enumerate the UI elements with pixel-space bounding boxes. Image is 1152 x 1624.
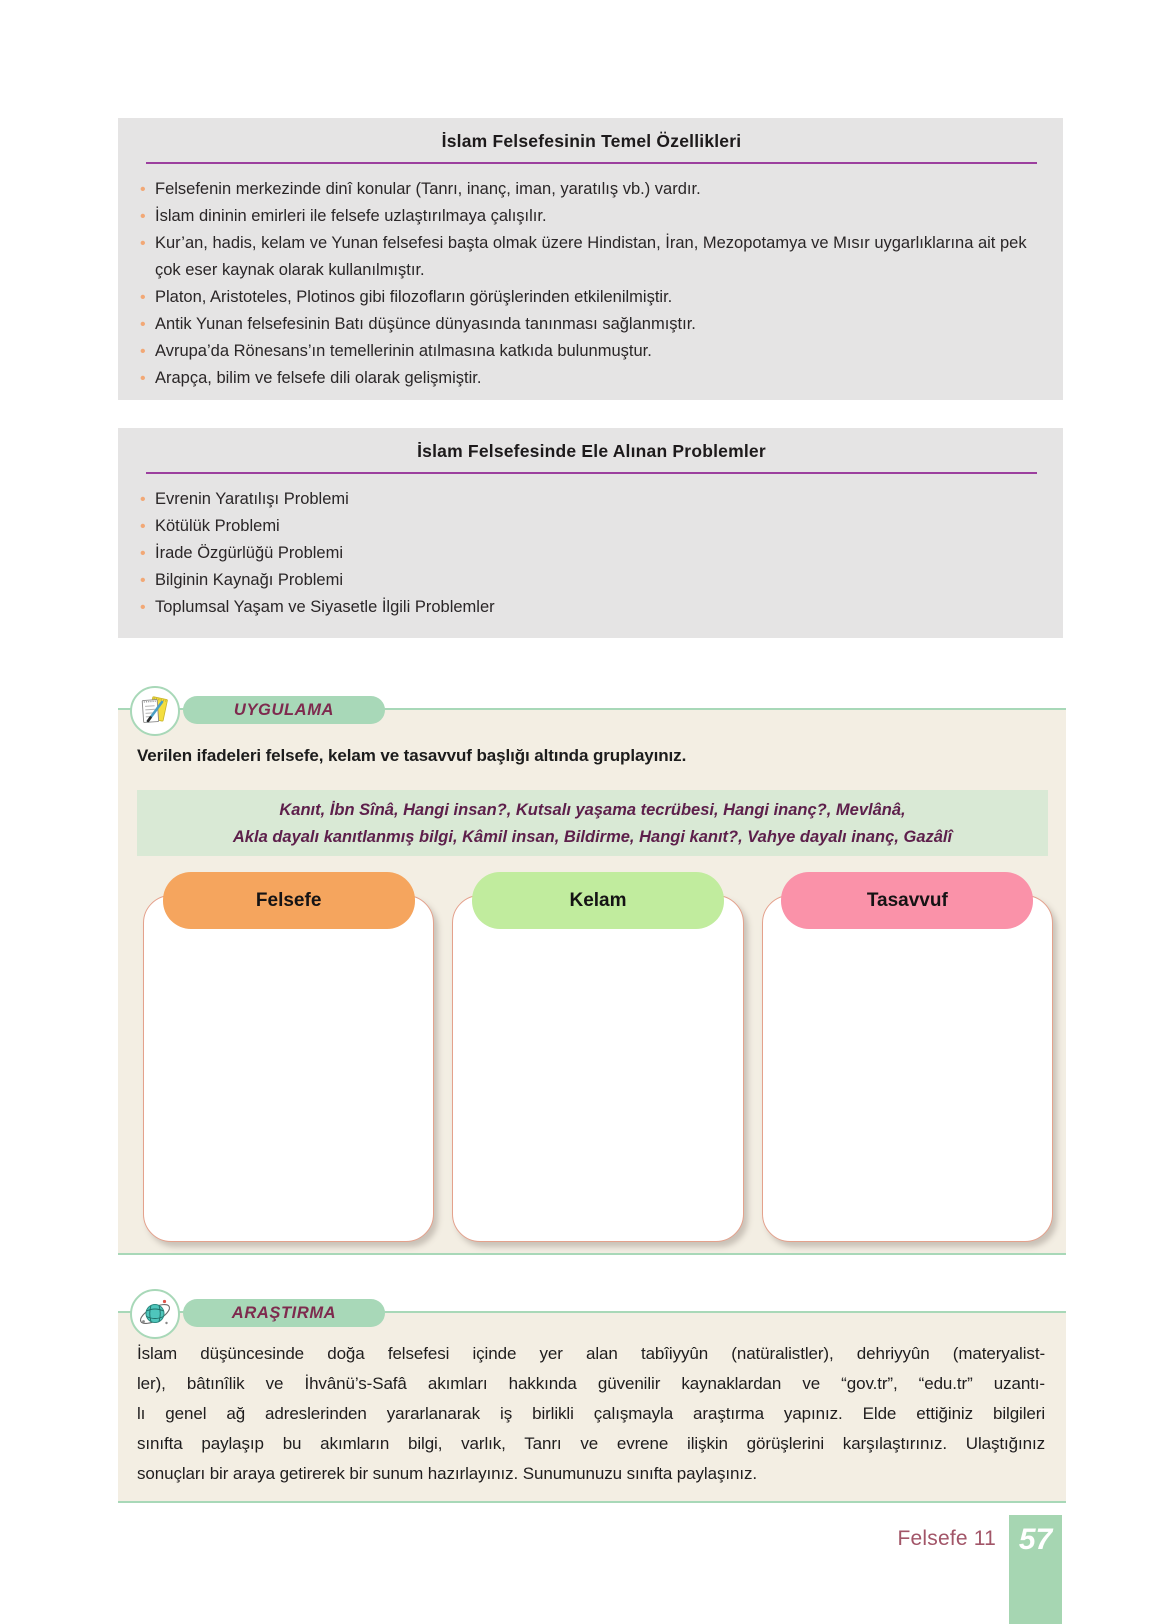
bullet-icon: • (140, 208, 146, 225)
list-item (140, 338, 1043, 365)
section-title: İslam Felsefesinin Temel Özellikleri (441, 131, 742, 151)
globe-orbit-icon (130, 1289, 180, 1339)
research-line: sonuçları bir araya getirerek bir sunum hazırlayınız. Sunumunuzu sınıfta paylaşınız. (137, 1464, 757, 1483)
bullet-icon: • (140, 491, 146, 508)
list-item (140, 486, 1043, 513)
category-answer-box[interactable] (762, 895, 1053, 1242)
bullet-icon: • (140, 545, 146, 562)
bullet-list (140, 176, 1043, 392)
list-item (140, 513, 1043, 540)
category-column (143, 889, 434, 1263)
list-item (140, 365, 1043, 392)
bullet-icon: • (140, 572, 146, 589)
list-item-text: Arapça, bilim ve felsefe dili olarak gelişmiştir. (155, 369, 482, 387)
list-item-text: Evrenin Yaratılışı Problemi (155, 490, 349, 508)
terms-box (137, 790, 1048, 856)
bullet-icon: • (140, 181, 146, 198)
list-item (140, 540, 1043, 567)
bullet-icon: • (140, 518, 146, 535)
list-item (140, 230, 1043, 284)
terms-line-2: Akla dayalı kanıtlanmış bilgi, Kâmil insan, Bildirme, Hangi kanıt?, Vahye dayalı inanç, Gazâlî (232, 828, 953, 846)
bullet-list (140, 486, 1043, 621)
list-item (140, 567, 1043, 594)
list-item-text: Kötülük Problemi (155, 517, 280, 535)
section-islam-felsefesi-problemler (118, 428, 1063, 638)
list-item-text: Felsefenin merkezinde dinî konular (Tanrı, inanç, iman, yaratılış vb.) vardır. (155, 180, 701, 198)
category-columns (143, 889, 1053, 1263)
category-answer-box[interactable] (143, 895, 434, 1242)
research-line: İslam düşüncesinde doğa felsefesi içinde yer alan tabîiyyûn (natüralistler), dehriyyûn (materyalist- (137, 1344, 1045, 1363)
list-item (140, 594, 1043, 621)
uygulama-panel (118, 700, 1066, 1255)
list-item-text: İslam dininin emirleri ile felsefe uzlaştırılmaya çalışılır. (155, 207, 547, 225)
title-divider (146, 472, 1037, 474)
list-item-text: İrade Özgürlüğü Problemi (155, 544, 344, 562)
arastirma-badge: ARAŞTIRMA (183, 1299, 385, 1327)
research-line: lı genel ağ adreslerinden yararlanarak iş birlikli çalışmayla araştırma yapınız. Elde ettiğiniz bilgileri (137, 1404, 1045, 1423)
title-divider (146, 162, 1037, 164)
bullet-icon: • (140, 289, 146, 306)
bullet-icon: • (140, 599, 146, 616)
list-item-text: Bilginin Kaynağı Problemi (155, 571, 344, 589)
list-item (140, 203, 1043, 230)
research-line: ler), bâtınîlik ve İhvânü’s-Safâ akımları hakkında güvenilir kaynaklardan ve “gov.tr”, “edu.tr” uzantı- (137, 1374, 1045, 1393)
page-number-box (1009, 1515, 1062, 1624)
list-item (140, 284, 1043, 311)
list-item-text: Antik Yunan felsefesinin Batı düşünce dünyasında tanınması sağlanmıştır. (155, 315, 696, 333)
page-number: 57 (1018, 1523, 1053, 1556)
category-answer-box[interactable] (452, 895, 743, 1242)
bullet-icon: • (140, 316, 146, 333)
list-item-text: Platon, Aristoteles, Plotinos gibi filozofların görüşlerinden etkilenilmiştir. (155, 288, 673, 306)
arastirma-panel (118, 1303, 1066, 1503)
list-item-text: Kur’an, hadis, kelam ve Yunan felsefesi başta olmak üzere Hindistan, İran, Mezopotamya ve Mısır uygarlıklarına ait pek çok eser kaynak olarak kullanılmıştır. (155, 234, 1027, 279)
research-line: sınıfta paylaşıp bu akımların bilgi, varlık, Tanrı ve evrene ilişkin görüşlerini karşılaştırınız. Ulaştığınız (137, 1434, 1045, 1453)
bullet-icon: • (140, 235, 146, 252)
category-pill: Tasavvuf (781, 872, 1033, 929)
category-column (762, 889, 1053, 1263)
research-paragraph (137, 1339, 1045, 1489)
uygulama-badge: UYGULAMA (183, 696, 385, 724)
category-pill: Kelam (472, 872, 724, 929)
category-pill: Felsefe (163, 872, 415, 929)
footer-course-label: Felsefe 11 (897, 1527, 996, 1550)
notepad-icon (130, 686, 180, 736)
activity-instruction: Verilen ifadeleri felsefe, kelam ve tasavvuf başlığı altında gruplayınız. (137, 746, 687, 765)
list-item (140, 176, 1043, 203)
list-item (140, 311, 1043, 338)
bullet-icon: • (140, 343, 146, 360)
list-item-text: Avrupa’da Rönesans’ın temellerinin atılmasına katkıda bulunmuştur. (155, 342, 652, 360)
section-islam-felsefesi-ozellikleri (118, 118, 1063, 400)
list-item-text: Toplumsal Yaşam ve Siyasetle İlgili Problemler (155, 598, 495, 616)
bullet-icon: • (140, 370, 146, 387)
terms-line-1: Kanıt, İbn Sînâ, Hangi insan?, Kutsalı yaşama tecrübesi, Hangi inanç?, Mevlânâ, (279, 801, 906, 819)
section-title: İslam Felsefesinde Ele Alınan Problemler (417, 441, 766, 461)
category-column (452, 889, 743, 1263)
